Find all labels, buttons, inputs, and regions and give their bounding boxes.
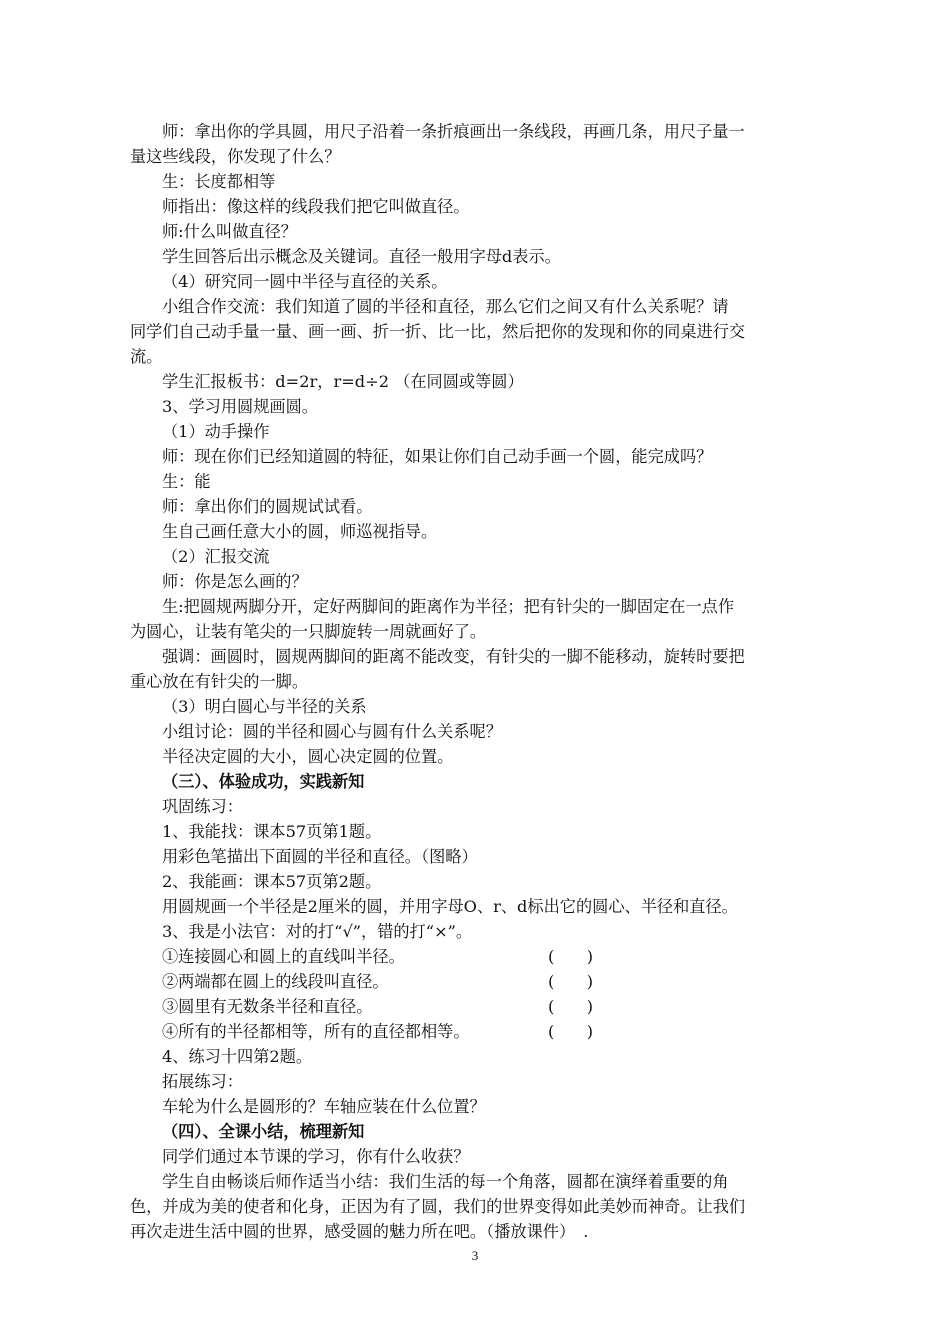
text-line: 师：拿出你们的圆规试试看。 [162, 497, 373, 516]
text-line: 1、我能找：课本57页第1题。 [162, 822, 382, 841]
section-heading: （三）、体验成功，实践新知 [162, 772, 365, 791]
text-line: 生:把圆规两脚分开，定好两脚间的距离作为半径；把有针尖的一脚固定在一点作 [162, 597, 735, 616]
text-line: 用彩色笔描出下面圆的半径和直径。（图略） [162, 847, 478, 866]
text-line: 重心放在有针尖的一脚。 [130, 672, 309, 691]
text-line: 学生回答后出示概念及关键词。直径一般用字母d表示。 [162, 247, 561, 266]
text-line: 生：长度都相等 [162, 172, 276, 191]
text-line: （2）汇报交流 [162, 547, 270, 566]
text-line: 小组讨论：圆的半径和圆心与圆有什么关系呢？ [162, 722, 502, 741]
text-line: 小组合作交流：我们知道了圆的半径和直径，那么它们之间又有什么关系呢？请 [162, 297, 729, 316]
text-line: 同学们自己动手量一量、画一画、折一折、比一比，然后把你的发现和你的同桌进行交 [130, 322, 746, 341]
judge-item [162, 995, 862, 1019]
judge-item [162, 1020, 862, 1044]
judge-bracket: ( ) [548, 997, 594, 1016]
text-line: 师：现在你们已经知道圆的特征，如果让你们自己动手画一个圆，能完成吗？ [162, 447, 713, 466]
text-line: 再次走进生活中圆的世界，感受圆的魅力所在吧。（播放课件） . [130, 1222, 589, 1241]
text-line: 巩固练习： [162, 797, 243, 816]
text-line: 师指出：像这样的线段我们把它叫做直径。 [162, 197, 470, 216]
text-line: 同学们通过本节课的学习，你有什么收获？ [162, 1147, 470, 1166]
text-line: 师：你是怎么画的？ [162, 572, 308, 591]
judge-bracket: ( ) [548, 972, 594, 991]
text-line: 流。 [130, 347, 163, 366]
judge-item [162, 945, 862, 969]
text-line: 生自己画任意大小的圆，师巡视指导。 [162, 522, 438, 541]
text-line: 3、学习用圆规画圆。 [162, 397, 318, 416]
text-line: 学生汇报板书：d=2r，r=d÷2 （在同圆或等圆） [162, 372, 524, 391]
text-line: 学生自由畅谈后师作适当小结：我们生活的每一个角落，圆都在演绎着重要的角 [162, 1172, 729, 1191]
text-line: （1）动手操作 [162, 422, 270, 441]
text-line: 4、练习十四第2题。 [162, 1047, 313, 1066]
page-number: 3 [471, 1248, 479, 1263]
text-line: 为圆心，让装有笔尖的一只脚旋转一周就画好了。 [130, 622, 487, 641]
judge-item-text: ③圆里有无数条半径和直径。 [162, 997, 373, 1016]
judge-item-text: ②两端都在圆上的线段叫直径。 [162, 972, 389, 991]
text-line: 色，并成为美的使者和化身，正因为有了圆，我们的世界变得如此美妙而神奇。让我们 [130, 1197, 746, 1216]
judge-bracket: ( ) [548, 1022, 594, 1041]
judge-item [162, 970, 862, 994]
text-line: 量这些线段，你发现了什么？ [130, 147, 341, 166]
text-line: 师:什么叫做直径？ [162, 222, 297, 241]
text-line: 强调：画圆时，圆规两脚间的距离不能改变，有针尖的一脚不能移动，旋转时要把 [162, 647, 745, 666]
text-line: （3）明白圆心与半径的关系 [162, 697, 367, 716]
text-line: （4）研究同一圆中半径与直径的关系。 [162, 272, 448, 291]
text-line: 半径决定圆的大小，圆心决定圆的位置。 [162, 747, 454, 766]
section-heading: （四）、全课小结，梳理新知 [162, 1122, 365, 1141]
judge-item-text: ①连接圆心和圆上的直线叫半径。 [162, 947, 405, 966]
text-line: 车轮为什么是圆形的？车轴应装在什么位置？ [162, 1097, 486, 1116]
text-line: 3、我是小法官：对的打“√”，错的打“×”。 [162, 922, 473, 941]
text-line: 2、我能画：课本57页第2题。 [162, 872, 382, 891]
judge-bracket: ( ) [548, 947, 594, 966]
text-line: 拓展练习： [162, 1072, 243, 1091]
text-line: 生：能 [162, 472, 211, 491]
text-line: 师：拿出你的学具圆，用尺子沿着一条折痕画出一条线段，再画几条，用尺子量一 [162, 122, 745, 141]
judge-item-text: ④所有的半径都相等，所有的直径都相等。 [162, 1022, 470, 1041]
text-line: 用圆规画一个半径是2厘米的圆，并用字母O、r、d标出它的圆心、半径和直径。 [162, 897, 738, 916]
